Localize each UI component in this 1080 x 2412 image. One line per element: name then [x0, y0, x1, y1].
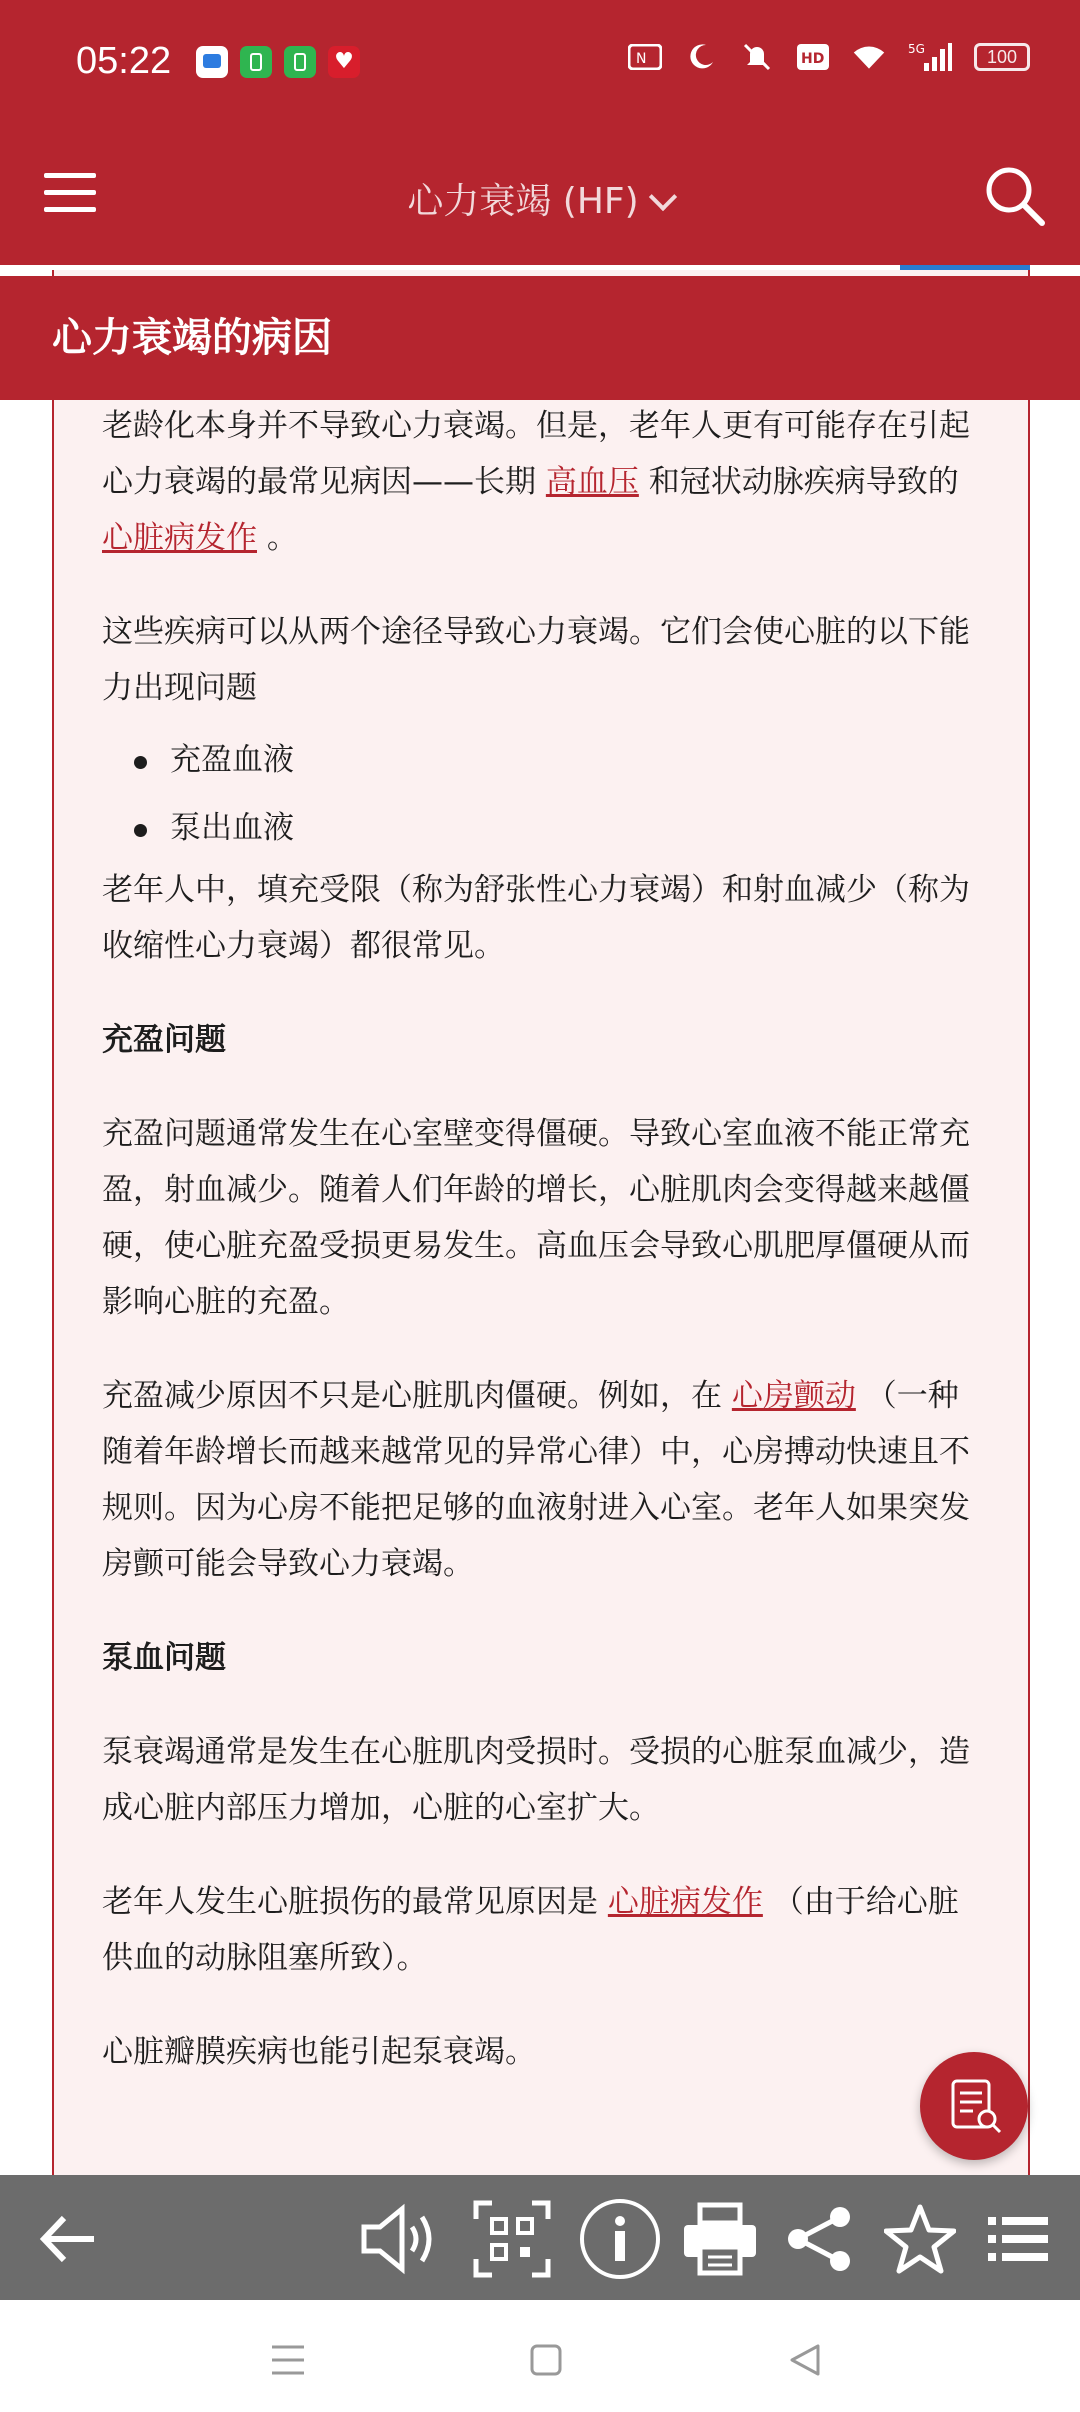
reader-view-button[interactable]	[920, 2052, 1028, 2160]
recents-icon[interactable]	[258, 2330, 318, 2390]
link-atrial-fibrillation[interactable]: 心房颤动	[731, 1378, 856, 1414]
link-hypertension[interactable]: 高血压	[545, 464, 639, 500]
paragraph: 这些疾病可以从两个途径导致心力衰竭。它们会使心脏的以下能力出现问题	[102, 614, 970, 706]
paragraph: 老年人发生心脏损伤的最常见原因是 心脏病发作 （由于给心脏供血的动脉阻塞所致）。	[102, 1884, 959, 1976]
heart-app-icon: ♥	[328, 46, 360, 78]
battery-indicator: 100	[974, 43, 1030, 71]
signal-icon	[908, 40, 952, 74]
system-nav-bar	[0, 2300, 1080, 2412]
home-icon[interactable]	[516, 2330, 576, 2390]
link-heart-attack-2[interactable]: 心脏病发作	[607, 1884, 763, 1920]
info-icon[interactable]	[578, 2197, 662, 2281]
wifi-icon	[852, 40, 886, 74]
qr-code-icon[interactable]	[470, 2197, 554, 2281]
paragraph: 心脏瓣膜疾病也能引起泵衰竭。	[102, 2034, 536, 2070]
page-title: 心力衰竭 (HF)	[407, 181, 639, 222]
topic-dropdown[interactable]	[0, 173, 1080, 224]
paragraph: 老龄化本身并不导致心力衰竭。但是，老年人更有可能存在引起心力衰竭的最常见病因——长期 高血压 和冠状动脉疾病导致的 心脏病发作 。	[102, 408, 970, 556]
status-bar	[0, 0, 1080, 125]
share-icon[interactable]	[778, 2197, 862, 2281]
list-menu-icon[interactable]	[976, 2197, 1060, 2281]
print-icon[interactable]	[678, 2197, 762, 2281]
chevron-down-icon	[649, 183, 677, 211]
moon-icon	[684, 40, 718, 74]
subheading-filling: 充盈问题	[102, 1022, 226, 1058]
svg-text:N: N	[636, 51, 647, 67]
app-notification-icon-2	[284, 46, 316, 78]
paragraph: 充盈减少原因不只是心脏肌肉僵硬。例如，在 心房颤动 （一种随着年龄增长而越来越常见的异常心律）中，心房搏动快速且不规则。因为心房不能把足够的血液射进入心室。老年人如果突发房颤可能会导致心力衰竭。	[102, 1378, 970, 1582]
list-item: 充盈血液	[102, 726, 980, 794]
star-bookmark-icon[interactable]	[878, 2197, 962, 2281]
bottom-toolbar	[0, 2175, 1080, 2300]
list-item: 泵出血液	[102, 794, 980, 862]
section-title: 心力衰竭的病因	[0, 276, 1080, 400]
back-arrow-icon[interactable]	[26, 2197, 110, 2281]
subheading-pumping: 泵血问题	[102, 1640, 226, 1676]
chat-notification-icon	[196, 46, 228, 78]
search-icon[interactable]	[982, 163, 1046, 227]
hd-icon	[796, 40, 830, 74]
paragraph: 充盈问题通常发生在心室壁变得僵硬。导致心室血液不能正常充盈，射血减少。随着人们年龄的增长，心脏肌肉会变得越来越僵硬，使心脏充盈受损更易发生。高血压会导致心肌肥厚僵硬从而影响心脏的充盈。	[102, 1116, 970, 1320]
article-body	[52, 398, 1030, 2118]
speaker-icon[interactable]	[358, 2197, 442, 2281]
app-bar	[0, 125, 1080, 265]
status-time: 05:22	[76, 40, 172, 82]
network-label: 5G	[908, 42, 925, 56]
mute-icon	[740, 40, 774, 74]
app-notification-icon	[240, 46, 272, 78]
nfc-icon	[628, 40, 662, 74]
paragraph: 老年人中，填充受限（称为舒张性心力衰竭）和射血减少（称为收缩性心力衰竭）都很常见。	[102, 872, 970, 964]
back-triangle-icon[interactable]	[774, 2330, 834, 2390]
paragraph: 泵衰竭通常是发生在心脏肌肉受损时。受损的心脏泵血减少，造成心脏内部压力增加，心脏的心室扩大。	[102, 1734, 970, 1826]
link-heart-attack[interactable]: 心脏病发作	[102, 520, 257, 556]
document-search-icon	[943, 2075, 1005, 2137]
svg-text:HD: HD	[801, 51, 825, 67]
bullet-list	[102, 726, 980, 862]
